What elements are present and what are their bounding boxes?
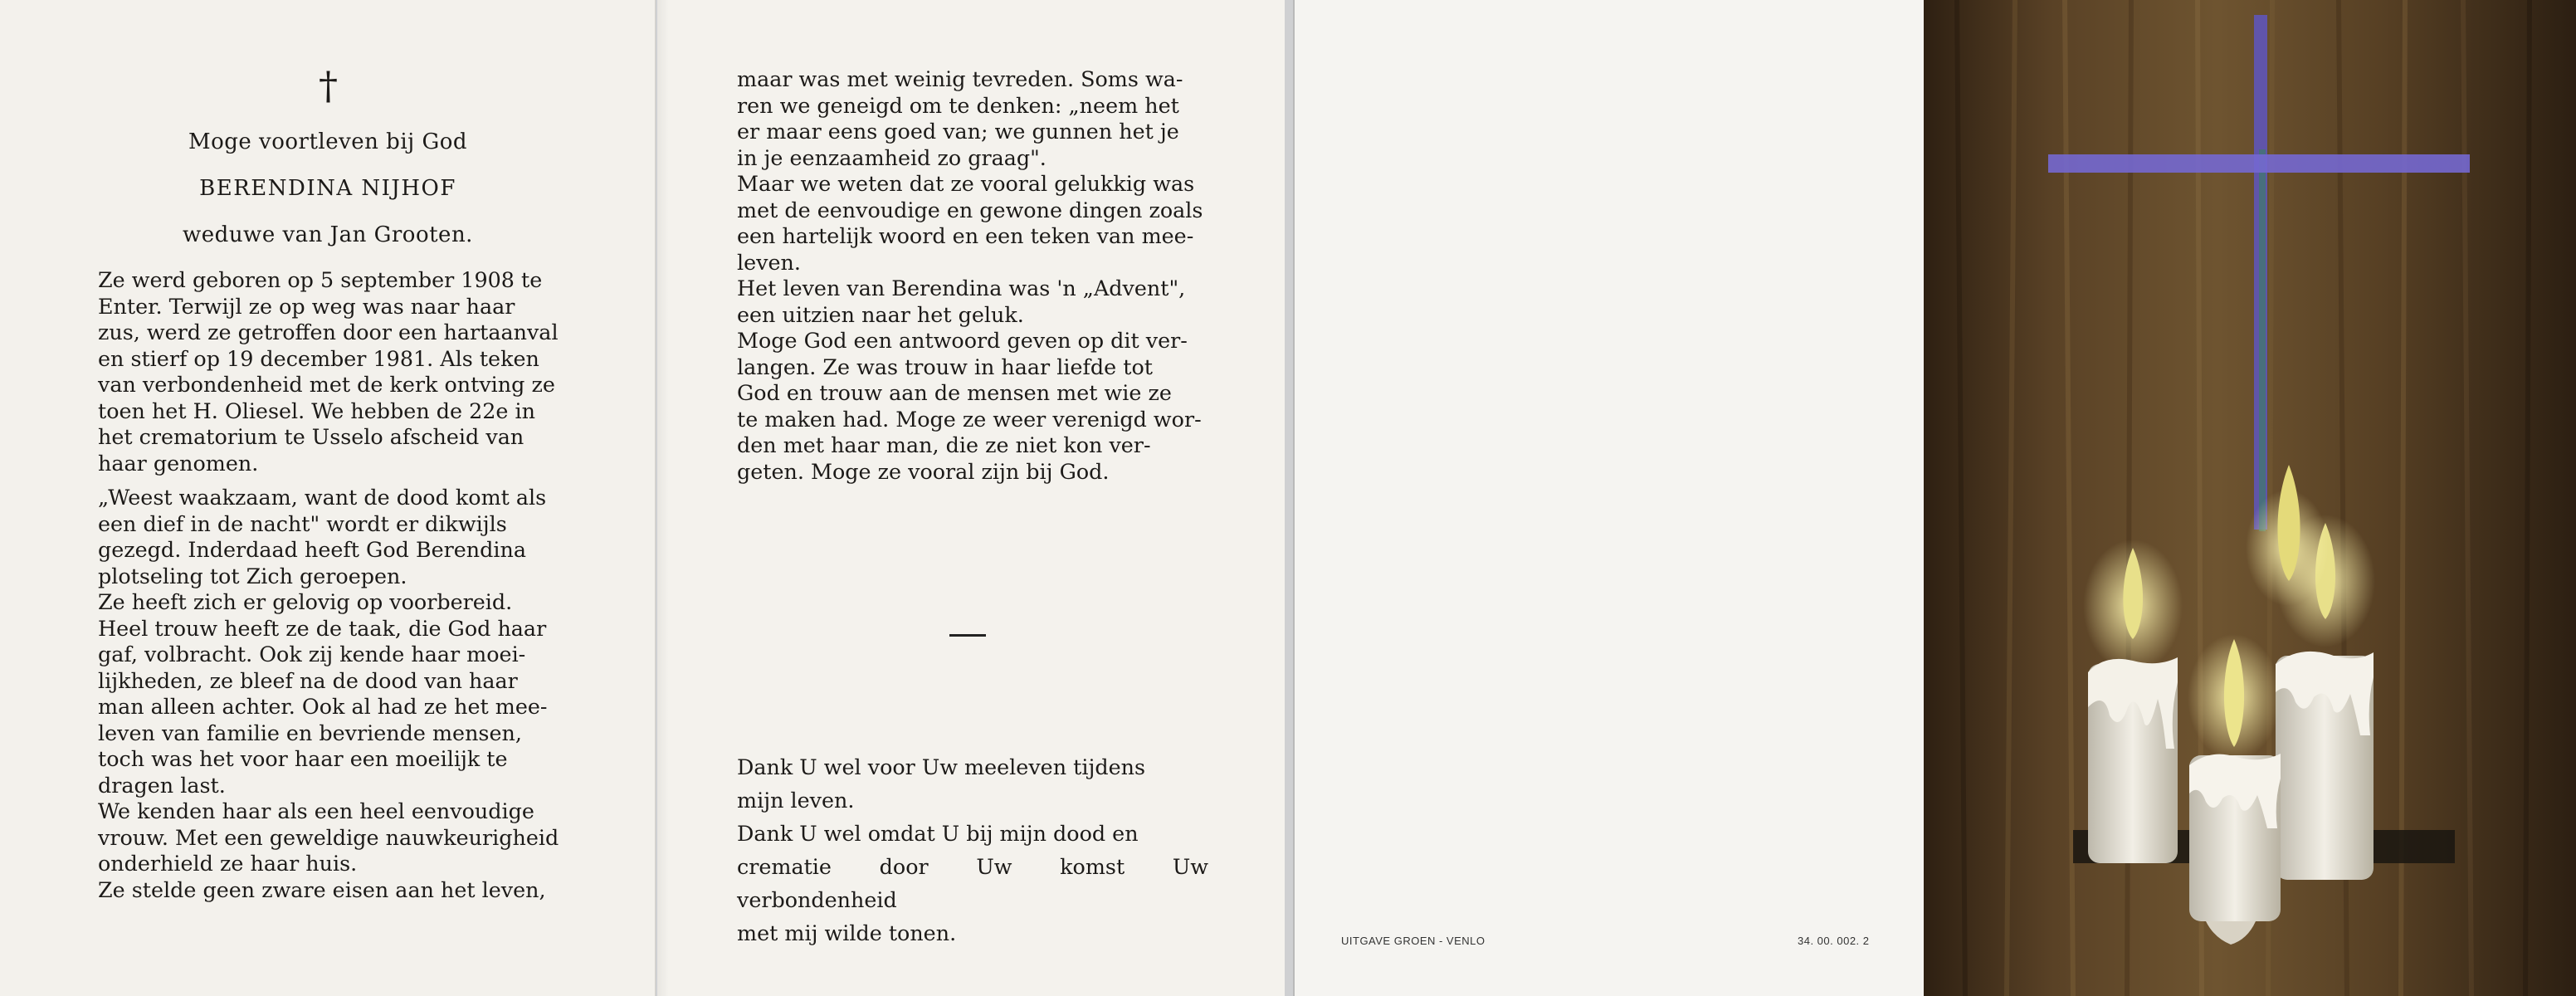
memorial-card-back-panel: [1293, 0, 1924, 996]
candles-and-cross-illustration: [1924, 0, 2576, 996]
text-line: toch was het voor haar een moeilijk te: [98, 746, 508, 771]
text-line: vrouw. Met een geweldige nauwkeurigheid: [98, 824, 559, 850]
text-line: een uitzien naar het geluk.: [737, 301, 1024, 327]
text-line: dragen last.: [98, 772, 226, 798]
text-line: met de eenvoudige en gewone dingen zoals: [737, 197, 1203, 222]
text-line: ren we geneigd om te denken: „neem het: [737, 92, 1179, 118]
text-line: een hartelijk woord en een teken van mee-: [737, 223, 1194, 248]
text-line: Dank U wel voor Uw meeleven tijdens: [737, 754, 1145, 779]
text-line: toen het H. Oliesel. We hebben de 22e in: [98, 398, 535, 423]
deceased-name: BERENDINA NIJHOF: [199, 176, 456, 201]
text-line: We kenden haar als een heel eenvoudige: [98, 798, 534, 823]
text-line: met mij wilde tonen.: [737, 920, 957, 945]
intro-text: Moge voortleven bij God: [188, 129, 468, 154]
text-line: Ze heeft zich er gelovig op voorbereid.: [98, 589, 513, 614]
text-line: leven van familie en bevriende mensen,: [98, 720, 522, 745]
separator-dash: [949, 634, 986, 637]
candles-artwork: [1924, 0, 2576, 996]
text-line: in je eenzaamheid zo graag".: [737, 144, 1046, 170]
text-line: geten. Moge ze vooral zijn bij God.: [737, 458, 1110, 484]
text-line: Moge God een antwoord geven op dit ver-: [737, 328, 1188, 353]
biography-paragraph: [98, 267, 573, 476]
text-line: een dief in de nacht" wordt er dikwijls: [98, 510, 507, 536]
text-line: langen. Ze was trouw in haar liefde tot: [737, 354, 1153, 379]
thanks-paragraph: [737, 750, 1208, 950]
text-line: er maar eens goed van; we gunnen het je: [737, 119, 1179, 144]
publisher-imprint: UITGAVE GROEN - VENLO: [1341, 935, 1486, 947]
text-line: Enter. Terwijl ze op weg was naar haar: [98, 293, 515, 319]
text-line: zus, werd ze getroffen door een hartaanval: [98, 320, 559, 344]
text-line: leven.: [737, 249, 801, 275]
text-line: gaf, volbracht. Ook zij kende haar moei-: [98, 642, 526, 666]
text-line: God en trouw aan de mensen met wie ze: [737, 380, 1172, 405]
text-line: lijkheden, ze bleef na de dood van haar: [98, 667, 518, 693]
widow-text: weduwe van Jan Grooten.: [183, 222, 473, 247]
text-line: Maar we weten dat ze vooral gelukkig was: [737, 171, 1195, 196]
text-line: crematie door Uw komst Uw verbondenheid: [737, 854, 1208, 912]
candle-center: [2188, 634, 2281, 945]
text-line: onderhield ze haar huis.: [98, 851, 358, 876]
cross-icon: †: [319, 63, 338, 108]
text-line: mijn leven.: [737, 788, 855, 813]
text-line: Het leven van Berendina was 'n „Advent",: [737, 276, 1186, 300]
text-line: het crematorium te Usselo afscheid van: [98, 424, 524, 449]
text-line: Heel trouw heeft ze de taak, die God haar: [98, 615, 547, 641]
text-line: maar was met weinig tevreden. Soms wa-: [737, 66, 1183, 91]
text-line: man alleen achter. Ook al had ze het mee-: [98, 694, 548, 719]
text-line: van verbondenheid met de kerk ontving ze: [98, 372, 555, 397]
text-line: „Weest waakzaam, want de dood komt als: [98, 485, 547, 510]
memorial-card-left-panel: [0, 0, 656, 996]
text-line: Ze stelde geen zware eisen aan het leven,: [98, 876, 546, 902]
text-line: plotseling tot Zich geroepen.: [98, 563, 407, 588]
fold-shadow: [657, 0, 669, 996]
text-line: gezegd. Inderdaad heeft God Berendina: [98, 537, 527, 562]
text-line: haar genomen.: [98, 450, 259, 476]
continuation-paragraph: [737, 66, 1208, 485]
text-line: te maken had. Moge ze weer verenigd wor-: [737, 406, 1202, 432]
reflection-paragraph: [98, 485, 573, 903]
text-line: Dank U wel omdat U bij mijn dood en: [737, 821, 1139, 846]
text-line: en stierf op 19 december 1981. Als teken: [98, 345, 539, 371]
article-code: 34. 00. 002. 2: [1798, 935, 1870, 947]
text-line: Ze werd geboren op 5 september 1908 te: [98, 267, 543, 292]
text-line: den met haar man, die ze niet kon ver-: [737, 432, 1151, 457]
candle-left: [2083, 540, 2183, 863]
